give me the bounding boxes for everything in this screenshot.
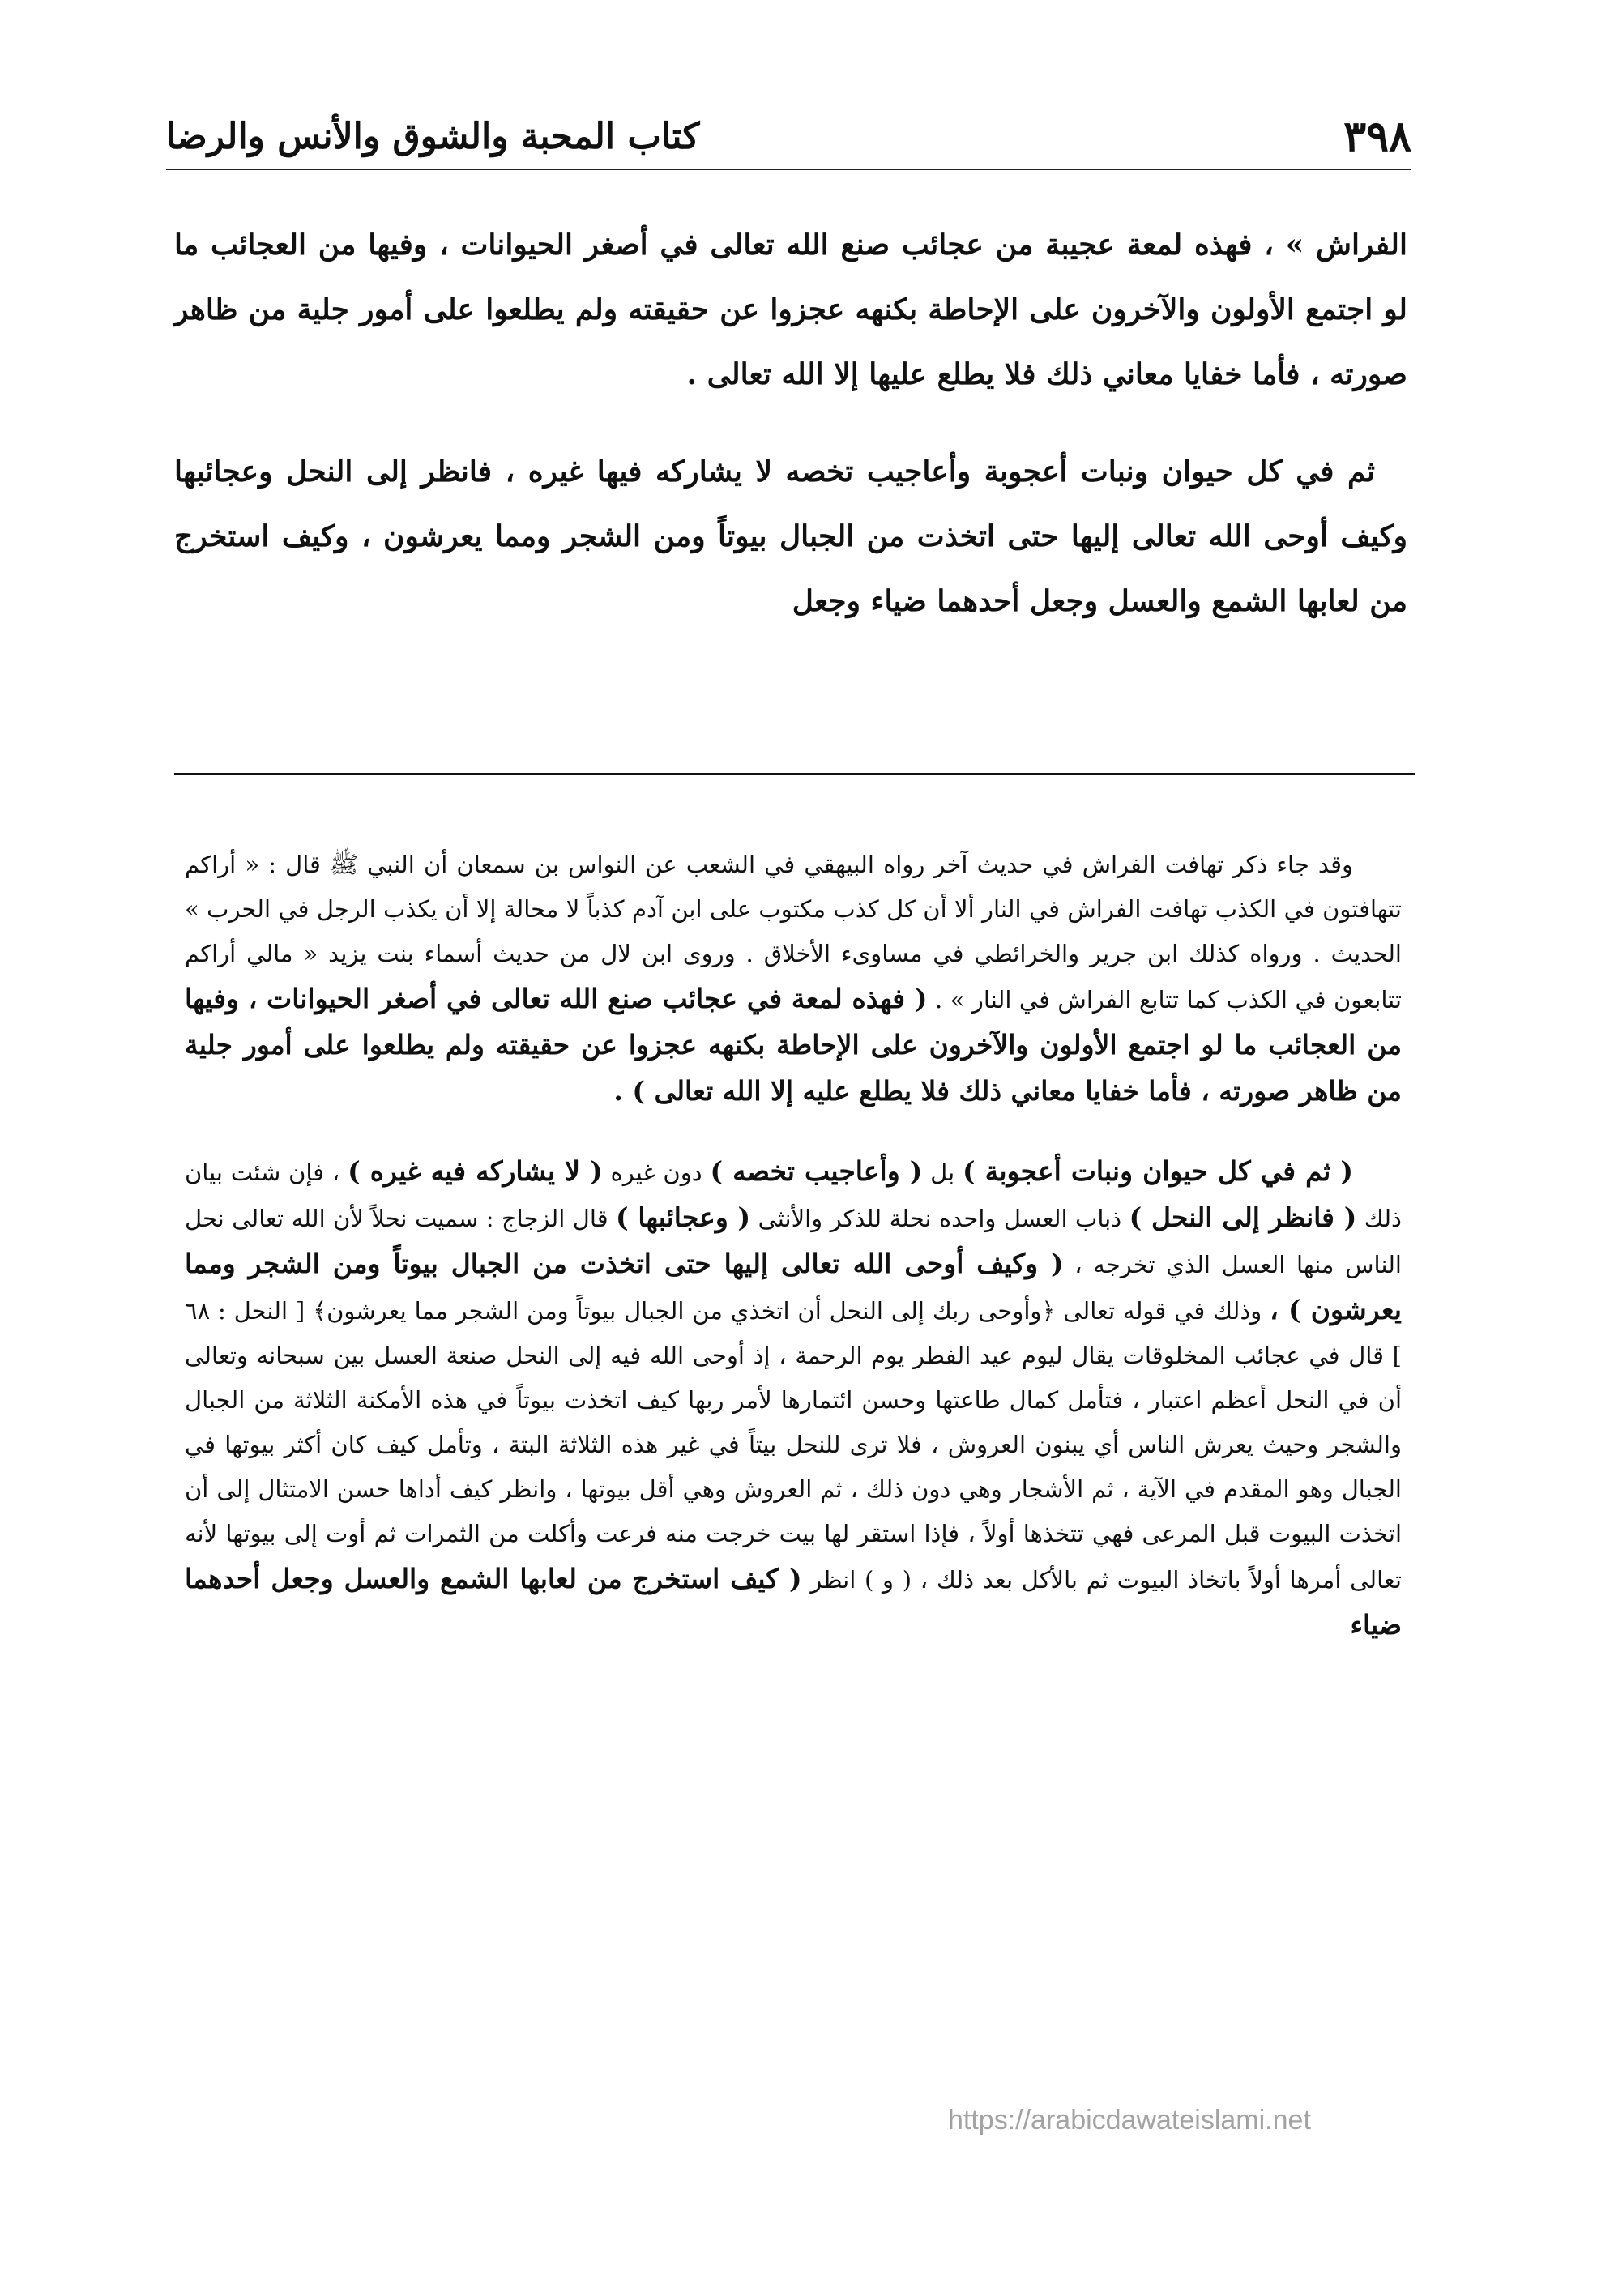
quoted-matn: ( وعجائبها ) [616, 1201, 751, 1233]
page-number: ٣٩٨ [1343, 111, 1411, 161]
commentary-paragraph-1 [185, 843, 1402, 1115]
footnote-divider [174, 773, 1415, 775]
quoted-matn: ( فانظر إلى النحل ) [1129, 1201, 1357, 1233]
watermark-url: https://arabicdawateislami.net [948, 2105, 1311, 2136]
quoted-matn: ( ثم في كل حيوان ونبات أعجوبة ) [962, 1155, 1353, 1187]
page-header [166, 104, 1411, 169]
quoted-matn: ( وأعاجيب تخصه ) [710, 1155, 923, 1187]
quoted-matn: ( فهذه لمعة في عجائب صنع الله تعالى في أصغر الحيوانات ، وفيها من العجائب ما لو اجتمع الأولون والآخرون على الإحاطة بكنهه عجزوا عن حقيقته ولم يطلعوا على أمور جلية من ظاهر صورته ، فأما خفايا معاني ذلك فلا يطلع عليه إلا الله تعالى ) . [185, 983, 1402, 1107]
main-text [174, 212, 1407, 666]
commentary-text: بل [922, 1159, 963, 1186]
quoted-matn: ( كيف استخرج من لعابها الشمع والعسل وجعل أحدهما ضياء [185, 1563, 1402, 1641]
commentary-text: دون غيره [602, 1159, 711, 1186]
quoted-matn: ( وكيف أوحى الله تعالى إليها حتى اتخذت من الجبال بيوتاً ومن الشجر ومما يعرشون ) ، [185, 1248, 1402, 1325]
main-paragraph-1: الفراش » ، فهذه لمعة عجيبة من عجائب صنع الله تعالى في أصغر الحيوانات ، وفيها من العجائب ما لو اجتمع الأولون والآخرون على الإحاطة بكنهه عجزوا عن حقيقته ولم يطلعوا على أمور جلية من ظاهر صورته ، فأما خفايا معاني ذلك فلا يطلع عليها إلا الله تعالى . [174, 228, 1407, 391]
commentary-text: ، فإن شئت بيان ذلك [185, 1159, 1402, 1232]
commentary-text: وذلك في قوله تعالى ﴿وأوحى ربك إلى النحل أن اتخذي من الجبال بيوتاً ومن الشجر مما يعرشون﴾ [ النحل : ٦٨ ] قال في عجائب المخلوقات يقال ليوم عيد الفطر يوم الرحمة ، إذ أوحى الله فيه إلى النحل صنعة العسل بين سبحانه وتعالى أن في النحل أعظم اعتبار ، فتأمل كمال طاعتها وحسن ائتمارها لأمر ربها كيف اتخذت بيوتاً في هذه الأمكنة الثلاثة من الجبال والشجر وحيث يعرش الناس أي يبنون العروش ، فلا ترى للنحل بيتاً في غير هذه الثلاثة البتة ، وتأمل كيف كان أكثر بيوتها في الجبال وهو المقدم في الآية ، ثم الأشجار وهي دون ذلك ، ثم العروش وهي أقل بيوتها ، وانظر كيف أداها حسن الامتثال إلى أن اتخذت البيوت قبل المرعى فهي تتخذها أولاً ، فإذا استقر لها بيت خرجت منه فرعت وأكلت من الثمرات ثم أوت إلى بيوتها لأنه تعالى أمرها أولاً باتخاذ البيوت ثم بالأكل بعد ذلك ، ( و ) انظر [185, 1297, 1402, 1594]
header-divider [166, 169, 1411, 170]
commentary-paragraph-2 [185, 1149, 1402, 1649]
commentary-text: وقد جاء ذكر تهافت الفراش في حديث آخر رواه البيهقي في الشعب عن النواس بن سمعان أن النبي ﷺ قال : « أراكم تتهافتون في الكذب تهافت الفراش في النار ألا أن كل كذب مكتوب على ابن آدم كذباً لا محالة إلا أن يكذب الرجل في الحرب » الحديث . ورواه كذلك ابن جرير والخرائطي في مساوىء الأخلاق . وروى ابن لال من حديث أسماء بنت يزيد « مالي أراكم تتابعون في الكذب كما تتابع الفراش في النار » . [185, 851, 1402, 1014]
quoted-matn: ( لا يشاركه فيه غيره ) [348, 1155, 603, 1187]
commentary [185, 843, 1402, 1649]
commentary-text: ذباب العسل واحده نحلة للذكر والأنثى [750, 1205, 1129, 1232]
running-title: كتاب المحبة والشوق والأنس والرضا [166, 115, 700, 157]
commentary-text: قال الزجاج : سميت نحلاً لأن الله تعالى نحل الناس منها العسل الذي تخرجه ، [185, 1205, 1402, 1278]
main-paragraph-2: ثم في كل حيوان ونبات أعجوبة وأعاجيب تخصه لا يشاركه فيها غيره ، فانظر إلى النحل وعجائبها وكيف أوحى الله تعالى إليها حتى اتخذت من الجبال بيوتاً ومن الشجر ومما يعرشون ، وكيف استخرج من لعابها الشمع والعسل وجعل أحدهما ضياء وجعل [174, 455, 1407, 618]
